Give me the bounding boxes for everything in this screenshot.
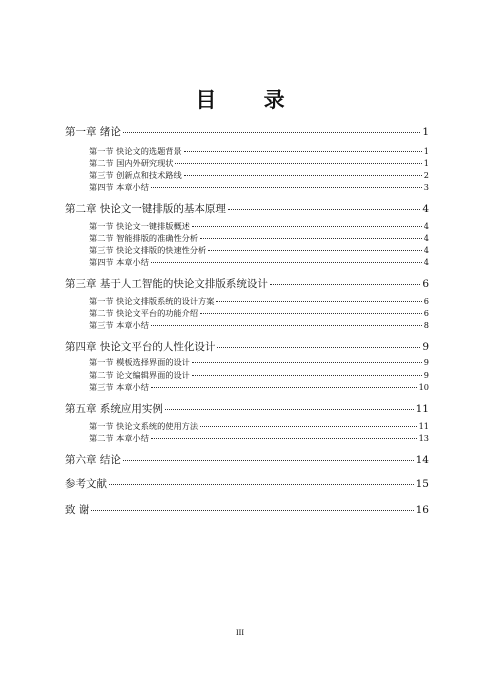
toc-entry-page-number: 2 <box>423 170 429 180</box>
toc-entry-page-number: 3 <box>423 182 429 192</box>
dot-leader <box>228 209 420 210</box>
toc-entry-label: 第一节 快论文系统的使用方法 <box>89 421 199 431</box>
dot-leader <box>91 510 413 511</box>
toc-section-entry <box>89 308 429 319</box>
toc-entry-label: 第五章 系统应用实例 <box>65 403 163 415</box>
toc-entry-label: 第二节 论文编辑界面的设计 <box>89 370 190 380</box>
toc-section-entry <box>89 320 429 331</box>
toc-section-entry <box>89 158 429 169</box>
toc-entry-label: 第三节 本章小结 <box>89 320 149 330</box>
toc-entry-label: 第四章 快论文平台的人性化设计 <box>65 341 216 353</box>
dot-leader <box>151 438 417 439</box>
dot-leader <box>216 301 421 302</box>
toc-entry-label: 第三节 快论文排版的快速性分析 <box>89 245 207 255</box>
toc-entry-label: 致 谢 <box>65 504 90 516</box>
dot-leader <box>200 313 422 314</box>
dot-leader <box>192 375 422 376</box>
dot-leader <box>109 484 414 485</box>
toc-entry-page-number: 1 <box>423 146 429 156</box>
dot-leader <box>192 226 422 227</box>
toc-entry-page-number: 4 <box>423 245 429 255</box>
toc-entry-page-number: 11 <box>418 421 429 431</box>
toc-section-entry <box>89 233 429 244</box>
toc-chapter-entry <box>65 124 429 139</box>
toc-entry-page-number: 4 <box>423 221 429 231</box>
toc-entry-label: 第一章 绪论 <box>65 126 121 138</box>
toc-entry-label: 第三节 本章小结 <box>89 382 149 392</box>
toc-entry-page-number: 11 <box>415 403 429 415</box>
dot-leader <box>175 163 421 164</box>
toc-entry-label: 第二节 快论文平台的功能介绍 <box>89 308 199 318</box>
toc-section-entry <box>89 382 429 393</box>
toc-section-entry <box>89 221 429 232</box>
dot-leader <box>151 187 422 188</box>
toc-entry-page-number: 1 <box>423 158 429 168</box>
toc-section-entry <box>89 146 429 157</box>
toc-entry-label: 第三节 创新点和技术路线 <box>89 170 182 180</box>
toc-chapter-entry <box>65 476 429 491</box>
toc-entry-label: 第一节 快论文排版系统的设计方案 <box>89 296 215 306</box>
toc-section-entry <box>89 421 429 432</box>
toc-entry-page-number: 16 <box>415 504 429 516</box>
toc-entry-page-number: 9 <box>423 370 429 380</box>
toc-entry-page-number: 6 <box>423 308 429 318</box>
toc-chapter-entry <box>65 201 429 216</box>
dot-leader <box>200 426 417 427</box>
page-title: 目 录 <box>195 87 305 112</box>
toc-entry-label: 第一节 快论文的选题背景 <box>89 146 182 156</box>
toc-section-entry <box>89 296 429 307</box>
toc-chapter-entry <box>65 452 429 467</box>
toc-entry-label: 第四节 本章小结 <box>89 257 149 267</box>
toc-entry-page-number: 10 <box>418 382 429 392</box>
toc-entry-label: 第一节 快论文一键排版概述 <box>89 221 190 231</box>
dot-leader <box>151 387 417 388</box>
toc-section-entry <box>89 257 429 268</box>
toc-entry-page-number: 4 <box>422 203 429 215</box>
toc-entry-label: 第三章 基于人工智能的快论文排版系统设计 <box>65 278 268 290</box>
toc-entry-page-number: 8 <box>423 320 429 330</box>
toc-entry-label: 第二节 国内外研究现状 <box>89 158 174 168</box>
toc-chapter-entry <box>65 276 429 291</box>
toc-entry-label: 第二节 智能排版的准确性分析 <box>89 233 199 243</box>
toc-section-entry <box>89 357 429 368</box>
dot-leader <box>123 460 414 461</box>
toc-entry-label: 第二节 本章小结 <box>89 433 149 443</box>
toc-entry-label: 第二章 快论文一键排版的基本原理 <box>65 203 226 215</box>
dot-leader <box>184 151 422 152</box>
toc-entry-page-number: 6 <box>422 278 429 290</box>
dot-leader <box>123 132 420 133</box>
toc-entry-page-number: 4 <box>423 233 429 243</box>
toc-section-entry <box>89 433 429 444</box>
toc-chapter-entry <box>65 502 429 517</box>
toc-chapter-entry <box>65 339 429 354</box>
toc-entry-page-number: 9 <box>422 341 429 353</box>
dot-leader <box>151 325 422 326</box>
page-number-footer: III <box>236 628 244 637</box>
dot-leader <box>200 238 422 239</box>
toc-section-entry <box>89 170 429 181</box>
toc-entry-label: 参考文献 <box>65 478 107 490</box>
toc-entry-label: 第一节 模板选择界面的设计 <box>89 357 190 367</box>
dot-leader <box>165 409 414 410</box>
toc-entry-page-number: 9 <box>423 357 429 367</box>
toc-entry-page-number: 14 <box>415 454 429 466</box>
toc-entry-page-number: 15 <box>415 478 429 490</box>
dot-leader <box>192 362 422 363</box>
dot-leader <box>184 175 422 176</box>
toc-entry-page-number: 1 <box>422 126 429 138</box>
toc-entry-label: 第四节 本章小结 <box>89 182 149 192</box>
dot-leader <box>270 284 420 285</box>
toc-section-entry <box>89 370 429 381</box>
toc-section-entry <box>89 245 429 256</box>
toc-entry-label: 第六章 结论 <box>65 454 121 466</box>
toc-entry-page-number: 13 <box>418 433 429 443</box>
toc-chapter-entry <box>65 401 429 416</box>
toc-section-entry <box>89 182 429 193</box>
dot-leader <box>208 250 422 251</box>
dot-leader <box>217 347 420 348</box>
dot-leader <box>151 262 422 263</box>
toc-entry-page-number: 4 <box>423 257 429 267</box>
toc-entry-page-number: 6 <box>423 296 429 306</box>
